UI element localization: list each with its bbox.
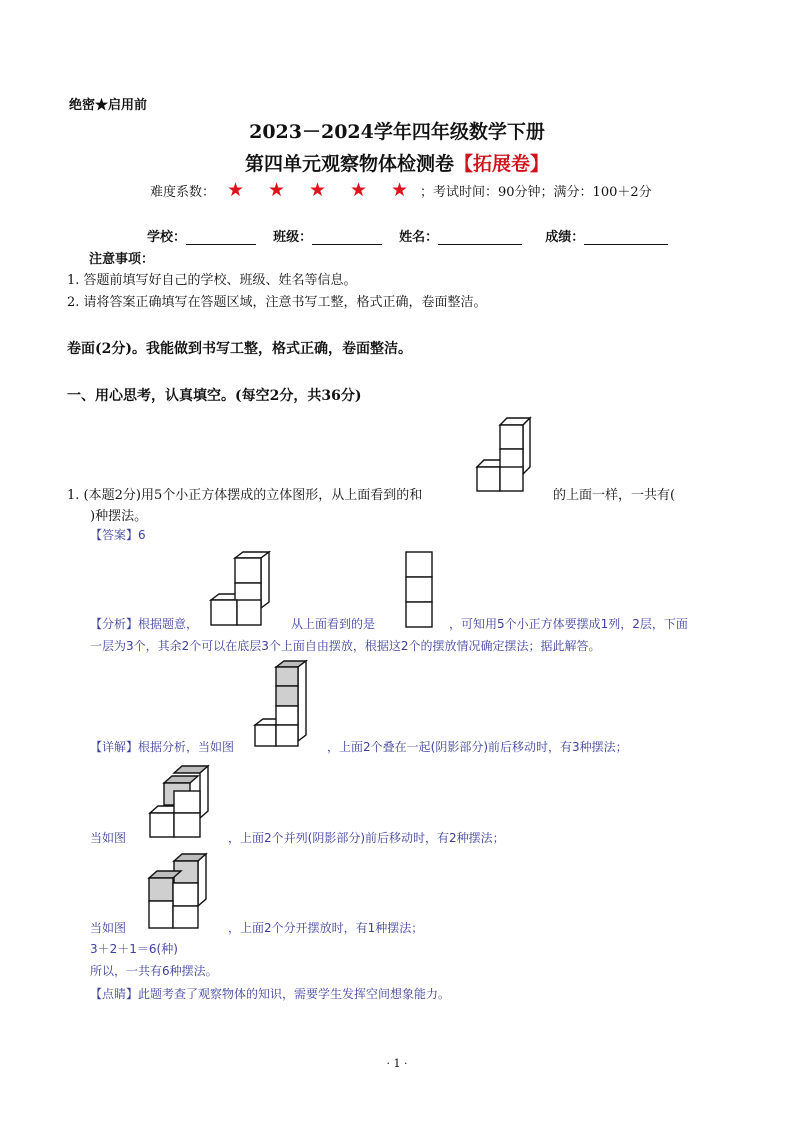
question-text: 1. (本题2分)用5个小正方体摆成的立体图形，从上面看到的和 xyxy=(67,488,423,503)
question-text: 的上面一样，一共有( xyxy=(553,488,676,503)
analysis-text: 【分析】根据题意， xyxy=(90,617,199,631)
class-label: 班级： xyxy=(273,230,313,245)
star-icon: ★ xyxy=(267,179,286,201)
analysis-text: 从上面看到的是 xyxy=(291,617,376,631)
confidential-mark: 绝密★启用前 xyxy=(69,98,148,113)
page-title: 2023－2024学年四年级数学下册 xyxy=(249,121,545,143)
difficulty-line xyxy=(150,180,652,203)
star-icon: ★ xyxy=(390,179,409,201)
score-label: 成绩： xyxy=(545,230,585,245)
name-label: 姓名： xyxy=(399,230,439,245)
top-view-figure xyxy=(404,551,434,629)
school-blank[interactable] xyxy=(186,230,256,245)
detail-text: 当如图 xyxy=(90,921,127,935)
analysis-text: ，可知用5个小正方体要摆成1列，2层，下面 xyxy=(449,617,688,631)
star-icon: ★ xyxy=(349,179,368,201)
detail-figure-parallel xyxy=(148,763,214,841)
notes-item: 2. 请将答案正确填写在答题区域，注意书写工整，格式正确，卷面整洁。 xyxy=(67,295,487,310)
calculation: 3＋2＋1＝6(种) xyxy=(90,942,178,956)
detail-text: 当如图 xyxy=(90,831,127,845)
conclusion: 所以，一共有6种摆法。 xyxy=(90,964,218,978)
neatness-statement: 卷面(2分)。我能做到书写工整，格式正确，卷面整洁。 xyxy=(67,341,412,357)
notes-title: 注意事项： xyxy=(89,252,155,267)
school-label: 学校： xyxy=(147,230,187,245)
analysis-cube-figure xyxy=(207,550,283,630)
question-text: )种摆法。 xyxy=(90,509,148,524)
analysis-text: 一层为3个，其余2个可以在底层3个上面自由摆放，根据这2个的摆放情况确定摆法；据此解答。 xyxy=(90,639,601,653)
star-icon: ★ xyxy=(308,179,327,201)
detail-text: ，上面2个分开摆放时，有1种摆法； xyxy=(228,921,424,935)
page-subtitle xyxy=(0,149,794,176)
subtitle-tag: 【拓展卷】 xyxy=(454,153,550,175)
class-blank[interactable] xyxy=(312,230,382,245)
score-blank[interactable] xyxy=(584,230,668,245)
question-cube-figure xyxy=(470,415,540,495)
detail-text: ，上面2个叠在一起(阴影部分)前后移动时，有3种摆法； xyxy=(327,740,628,754)
name-blank[interactable] xyxy=(438,230,522,245)
exam-info: ；考试时间：90分钟；满分：100＋2分 xyxy=(420,185,652,200)
answer-text: 【答案】6 xyxy=(90,528,146,542)
comment: 【点睛】此题考查了观察物体的知识，需要学生发挥空间想象能力。 xyxy=(90,987,451,1001)
detail-figure-stacked xyxy=(252,659,312,751)
star-icon: ★ xyxy=(226,179,245,201)
page-number: · 1 · xyxy=(386,1057,408,1070)
detail-figure-separate xyxy=(146,853,212,933)
difficulty-label: 难度系数： xyxy=(150,185,216,200)
subtitle-main: 第四单元观察物体检测卷 xyxy=(244,153,454,175)
info-fields xyxy=(147,226,668,245)
notes-item: 1. 答题前填写好自己的学校、班级、姓名等信息。 xyxy=(67,273,357,288)
detail-text: ，上面2个并列(阴影部分)前后移动时，有2种摆法； xyxy=(228,831,505,845)
detail-text: 【详解】根据分析，当如图 xyxy=(90,740,235,754)
section-heading: 一、用心思考，认真填空。(每空2分，共36分) xyxy=(67,388,362,404)
